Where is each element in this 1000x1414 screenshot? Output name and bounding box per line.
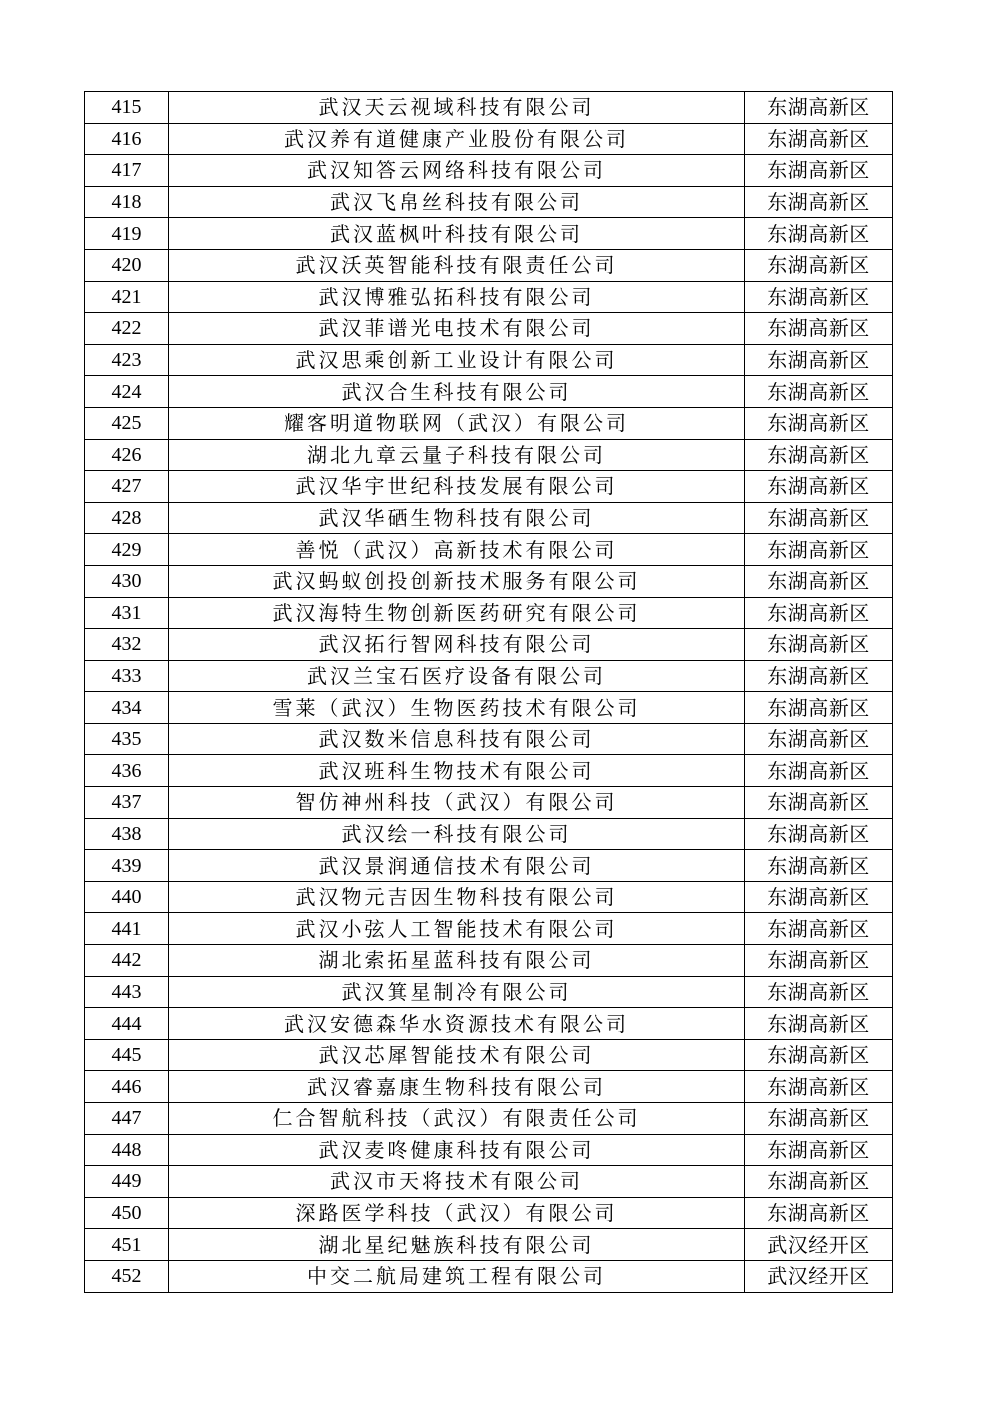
- company-name-cell: 深路医学科技（武汉）有限公司: [169, 1197, 745, 1229]
- table-row: [85, 723, 893, 755]
- row-number-cell: 432: [85, 629, 169, 661]
- company-name-cell: 武汉芯犀智能技术有限公司: [169, 1039, 745, 1071]
- row-number-cell: 438: [85, 818, 169, 850]
- row-number-cell: 446: [85, 1071, 169, 1103]
- row-number-cell: 422: [85, 313, 169, 345]
- company-name-cell: 武汉沃英智能科技有限责任公司: [169, 249, 745, 281]
- company-name-cell: 善悦（武汉）高新技术有限公司: [169, 534, 745, 566]
- row-number-cell: 436: [85, 755, 169, 787]
- company-name-cell: 武汉箕星制冷有限公司: [169, 976, 745, 1008]
- row-number-cell: 440: [85, 881, 169, 913]
- district-cell: 东湖高新区: [745, 913, 893, 945]
- row-number-cell: 426: [85, 439, 169, 471]
- table-row: [85, 249, 893, 281]
- row-number-cell: 423: [85, 344, 169, 376]
- table-row: [85, 186, 893, 218]
- district-cell: 东湖高新区: [745, 344, 893, 376]
- company-name-cell: 武汉安德森华水资源技术有限公司: [169, 1008, 745, 1040]
- district-cell: 东湖高新区: [745, 281, 893, 313]
- row-number-cell: 441: [85, 913, 169, 945]
- row-number-cell: 418: [85, 186, 169, 218]
- table-row: [85, 218, 893, 250]
- district-cell: 东湖高新区: [745, 723, 893, 755]
- table-row: [85, 123, 893, 155]
- company-name-cell: 武汉海特生物创新医药研究有限公司: [169, 597, 745, 629]
- table-row: [85, 502, 893, 534]
- company-name-cell: 雪莱（武汉）生物医药技术有限公司: [169, 692, 745, 724]
- district-cell: 东湖高新区: [745, 376, 893, 408]
- company-name-cell: 武汉博雅弘拓科技有限公司: [169, 281, 745, 313]
- table-row: [85, 629, 893, 661]
- table-row: [85, 1039, 893, 1071]
- row-number-cell: 442: [85, 945, 169, 977]
- company-name-cell: 武汉兰宝石医疗设备有限公司: [169, 660, 745, 692]
- table-row: [85, 313, 893, 345]
- row-number-cell: 451: [85, 1229, 169, 1261]
- district-cell: 东湖高新区: [745, 755, 893, 787]
- row-number-cell: 416: [85, 123, 169, 155]
- table-row: [85, 945, 893, 977]
- district-cell: 东湖高新区: [745, 1008, 893, 1040]
- district-cell: 东湖高新区: [745, 1197, 893, 1229]
- table-row: [85, 818, 893, 850]
- row-number-cell: 435: [85, 723, 169, 755]
- company-list-table: [84, 91, 893, 1293]
- table-row: [85, 439, 893, 471]
- district-cell: 东湖高新区: [745, 660, 893, 692]
- row-number-cell: 424: [85, 376, 169, 408]
- company-name-cell: 武汉天云视域科技有限公司: [169, 92, 745, 124]
- district-cell: 东湖高新区: [745, 629, 893, 661]
- company-name-cell: 武汉蓝枫叶科技有限公司: [169, 218, 745, 250]
- table-row: [85, 565, 893, 597]
- row-number-cell: 428: [85, 502, 169, 534]
- company-name-cell: 湖北九章云量子科技有限公司: [169, 439, 745, 471]
- district-cell: 东湖高新区: [745, 976, 893, 1008]
- table-row: [85, 407, 893, 439]
- row-number-cell: 429: [85, 534, 169, 566]
- table-row: [85, 597, 893, 629]
- district-cell: 东湖高新区: [745, 218, 893, 250]
- district-cell: 东湖高新区: [745, 92, 893, 124]
- table-row: [85, 281, 893, 313]
- company-name-cell: 武汉绘一科技有限公司: [169, 818, 745, 850]
- table-row: [85, 1071, 893, 1103]
- district-cell: 东湖高新区: [745, 186, 893, 218]
- table-row: [85, 1197, 893, 1229]
- row-number-cell: 420: [85, 249, 169, 281]
- table-row: [85, 1103, 893, 1135]
- company-name-cell: 武汉飞帛丝科技有限公司: [169, 186, 745, 218]
- table-row: [85, 755, 893, 787]
- row-number-cell: 452: [85, 1260, 169, 1292]
- company-name-cell: 仁合智航科技（武汉）有限责任公司: [169, 1103, 745, 1135]
- district-cell: 东湖高新区: [745, 1166, 893, 1198]
- table-row: [85, 881, 893, 913]
- table-row: [85, 376, 893, 408]
- table-row: [85, 1229, 893, 1261]
- row-number-cell: 449: [85, 1166, 169, 1198]
- table-row: [85, 344, 893, 376]
- company-name-cell: 武汉思乘创新工业设计有限公司: [169, 344, 745, 376]
- table-row: [85, 1260, 893, 1292]
- company-name-cell: 武汉拓行智网科技有限公司: [169, 629, 745, 661]
- company-list-body: [85, 92, 893, 1293]
- company-name-cell: 武汉养有道健康产业股份有限公司: [169, 123, 745, 155]
- row-number-cell: 439: [85, 850, 169, 882]
- row-number-cell: 444: [85, 1008, 169, 1040]
- company-name-cell: 湖北星纪魅族科技有限公司: [169, 1229, 745, 1261]
- district-cell: 东湖高新区: [745, 155, 893, 187]
- district-cell: 东湖高新区: [745, 692, 893, 724]
- row-number-cell: 427: [85, 471, 169, 503]
- district-cell: 东湖高新区: [745, 597, 893, 629]
- district-cell: 东湖高新区: [745, 787, 893, 819]
- district-cell: 东湖高新区: [745, 249, 893, 281]
- table-row: [85, 92, 893, 124]
- table-row: [85, 976, 893, 1008]
- company-name-cell: 武汉蚂蚁创投创新技术服务有限公司: [169, 565, 745, 597]
- row-number-cell: 445: [85, 1039, 169, 1071]
- district-cell: 东湖高新区: [745, 502, 893, 534]
- district-cell: 东湖高新区: [745, 407, 893, 439]
- district-cell: 武汉经开区: [745, 1260, 893, 1292]
- district-cell: 东湖高新区: [745, 471, 893, 503]
- company-name-cell: 武汉景润通信技术有限公司: [169, 850, 745, 882]
- table-row: [85, 787, 893, 819]
- row-number-cell: 443: [85, 976, 169, 1008]
- company-name-cell: 湖北索拓星蓝科技有限公司: [169, 945, 745, 977]
- table-row: [85, 1134, 893, 1166]
- row-number-cell: 431: [85, 597, 169, 629]
- row-number-cell: 421: [85, 281, 169, 313]
- district-cell: 东湖高新区: [745, 439, 893, 471]
- company-name-cell: 武汉市天将技术有限公司: [169, 1166, 745, 1198]
- row-number-cell: 447: [85, 1103, 169, 1135]
- row-number-cell: 415: [85, 92, 169, 124]
- table-row: [85, 1166, 893, 1198]
- company-name-cell: 武汉数米信息科技有限公司: [169, 723, 745, 755]
- company-name-cell: 武汉班科生物技术有限公司: [169, 755, 745, 787]
- company-name-cell: 智仿神州科技（武汉）有限公司: [169, 787, 745, 819]
- district-cell: 东湖高新区: [745, 534, 893, 566]
- table-row: [85, 850, 893, 882]
- company-name-cell: 武汉睿嘉康生物科技有限公司: [169, 1071, 745, 1103]
- company-name-cell: 武汉物元吉因生物科技有限公司: [169, 881, 745, 913]
- district-cell: 东湖高新区: [745, 1039, 893, 1071]
- company-name-cell: 武汉华硒生物科技有限公司: [169, 502, 745, 534]
- row-number-cell: 437: [85, 787, 169, 819]
- district-cell: 东湖高新区: [745, 313, 893, 345]
- district-cell: 武汉经开区: [745, 1229, 893, 1261]
- row-number-cell: 433: [85, 660, 169, 692]
- district-cell: 东湖高新区: [745, 565, 893, 597]
- district-cell: 东湖高新区: [745, 1134, 893, 1166]
- table-row: [85, 692, 893, 724]
- district-cell: 东湖高新区: [745, 881, 893, 913]
- table-row: [85, 1008, 893, 1040]
- district-cell: 东湖高新区: [745, 123, 893, 155]
- row-number-cell: 448: [85, 1134, 169, 1166]
- company-name-cell: 中交二航局建筑工程有限公司: [169, 1260, 745, 1292]
- company-name-cell: 武汉知答云网络科技有限公司: [169, 155, 745, 187]
- table-row: [85, 471, 893, 503]
- company-name-cell: 耀客明道物联网（武汉）有限公司: [169, 407, 745, 439]
- district-cell: 东湖高新区: [745, 818, 893, 850]
- company-name-cell: 武汉合生科技有限公司: [169, 376, 745, 408]
- row-number-cell: 434: [85, 692, 169, 724]
- row-number-cell: 425: [85, 407, 169, 439]
- company-name-cell: 武汉菲谱光电技术有限公司: [169, 313, 745, 345]
- company-name-cell: 武汉小弦人工智能技术有限公司: [169, 913, 745, 945]
- row-number-cell: 430: [85, 565, 169, 597]
- district-cell: 东湖高新区: [745, 945, 893, 977]
- district-cell: 东湖高新区: [745, 850, 893, 882]
- table-row: [85, 534, 893, 566]
- district-cell: 东湖高新区: [745, 1071, 893, 1103]
- table-row: [85, 913, 893, 945]
- row-number-cell: 417: [85, 155, 169, 187]
- table-row: [85, 660, 893, 692]
- row-number-cell: 419: [85, 218, 169, 250]
- table-row: [85, 155, 893, 187]
- district-cell: 东湖高新区: [745, 1103, 893, 1135]
- company-name-cell: 武汉麦咚健康科技有限公司: [169, 1134, 745, 1166]
- row-number-cell: 450: [85, 1197, 169, 1229]
- company-name-cell: 武汉华宇世纪科技发展有限公司: [169, 471, 745, 503]
